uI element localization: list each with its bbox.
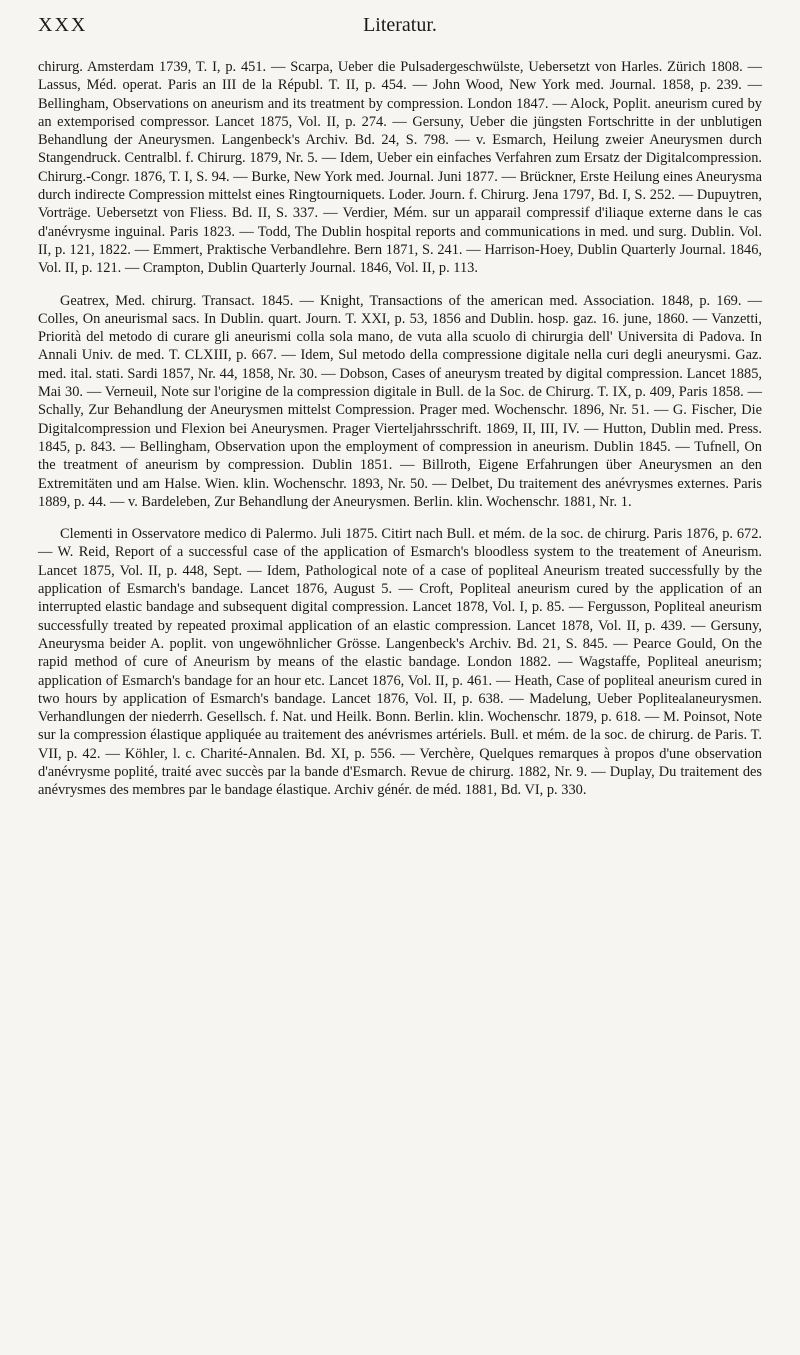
- reference-block-3: [38, 525, 762, 799]
- reference-paragraph: Geatrex, Med. chirurg. Transact. 1845. — Knight, Transactions of the american med. Association. 1848, p. 169. — Colles, On aneurismal sacs. In Dublin. quart. Journ. T. XXI, p. 53, 1856 and Dublin. hosp. gaz. 16. june, 1860. — Vanzetti, Priorità del metodo di curare gli aneurismi colla sola mano, de vuta alla scuolo di chirurgia dell' Universita di Padova. In Annali Univ. de med. T. CLXIII, p. 667. — Idem, Sul metodo della compressione digitale nella curi degli aneurysmi. Gaz. med. ital. stati. Sardi 1857, Nr. 44, 1858, Nr. 30. — Dobson, Cases of aneurysm treated by digital compression. Lancet 1885, Mai 30. — Verneuil, Note sur l'origine de la compression digitale in Bull. de la Soc. de Chirurg. T. IX, p. 409, Paris 1858. — Schally, Zur Behandlung der Aneurysmen mittelst Compression. Prager med. Wochenschr. 1896, Nr. 51. — G. Fischer, Die Digitalcompression und Flexion bei Aneurysmen. Prager Vierteljahrsschrift. 1869, II, III, IV. — Hutton, Dublin med. Press. 1845, p. 843. — Bellingham, Observation upon the employment of compression in aneurism. Dublin 1845. — Tufnell, On the treatment of aneurism by compression. Dublin 1851. — Billroth, Eigene Erfahrungen über Aneurysmen an den Extremitäten und am Halse. Wien. klin. Wochenschr. 1893, Nr. 50. — Delbet, Du traitement des anévrysmes externes. Paris 1889, p. 44. — v. Bardeleben, Zur Behandlung der Aneurysmen. Berlin. klin. Wochenschr. 1881, Nr. 1.: [38, 292, 762, 510]
- reference-block-2: [38, 292, 762, 512]
- running-title: Literatur.: [363, 14, 437, 36]
- page-header: [38, 10, 762, 58]
- reference-block-1: [38, 58, 762, 278]
- page-number: XXX: [38, 14, 88, 36]
- reference-paragraph: Clementi in Osservatore medico di Palermo. Juli 1875. Citirt nach Bull. et mém. de la soc. de chirurg. Paris 1876, p. 672. — W. Reid, Report of a successful case of the application of Esmarch's bloodless system to the treatement of Aneurism. Lancet 1875, Vol. II, p. 448, Sept. — Idem, Pathological note of a case of popliteal Aneurism treated successfully by the application of Esmarch's bandage. Lancet 1876, August 5. — Croft, Popliteal aneurism cured by the application of an interrupted elastic bandage and subsequent digital compression. Lancet 1878, Vol. I, p. 85. — Fergusson, Popliteal aneurism successfully treated by repeated proximal application of an elastic compression. Lancet 1878, Vol. II, p. 439. — Gersuny, Aneurysma beider A. poplit. von ungewöhnlicher Grösse. Langenbeck's Archiv. Bd. 21, S. 845. — Pearce Gould, On the rapid method of cure of Aneurism by means of the elastic bandage. London 1882. — Wagstaffe, Popliteal aneurism; application of Esmarch's bandage for an hour etc. Lancet 1876, Vol. II, p. 461. — Heath, Case of popliteal aneurism cured in two hours by application of Esmarch's bandage. Lancet 1876, Vol. II, p. 638. — Madelung, Ueber Poplitealaneurysmen. Verhandlungen der niederrh. Gesellsch. f. Nat. und Heilk. Bonn. Berlin. klin. Wochenschr. 1879, p. 618. — M. Poinsot, Note sur la compression élastique appliquée au traitement des anévrismes artériels. Bull. et mém. de la soc. de chirurg. de Paris. T. VII, p. 42. — Köhler, l. c. Charité-Annalen. Bd. XI, p. 556. — Verchère, Quelques remarques à propos d'une observation d'anévrysme poplité, traité avec succès par la bande d'Esmarch. Revue de chirurg. 1882, Nr. 9. — Duplay, Du traitement des anévrysmes des membres par le bandage élastique. Archiv génér. de méd. 1881, Bd. VI, p. 330.: [38, 526, 762, 799]
- reference-paragraph: chirurg. Amsterdam 1739, T. I, p. 451. — Scarpa, Ueber die Pulsadergeschwülste, Uebersetzt von Harles. Zürich 1808. — Lassus, Méd. operat. Paris an III de la Républ. T. II, p. 454. — John Wood, New York med. Journal. 1858, p. 239. — Bellingham, Observations on aneurism and its treatment by compression. London 1847. — Alock, Poplit. aneurism cured by an extemporised compressor. Lancet 1875, Vol. II, p. 274. — Gersuny, Ueber die jüngsten Fortschritte in der unblutigen Behandlung der Aneurysmen. Langenbeck's Archiv. Bd. 24, S. 798. — v. Esmarch, Heilung zweier Aneurysmen durch Stangendruck. Centralbl. f. Chirurg. 1879, Nr. 5. — Idem, Ueber ein einfaches Verfahren zum Ersatz der Digitalcompression. Chirurg.-Congr. 1876, T. I, S. 94. — Burke, New York med. Journal. Juni 1877. — Brückner, Erste Heilung eines Aneurysma durch indirecte Compression mittelst eines Ringtourniquets. Loder. Journ. f. Chirurg. Jena 1797, Bd. I, S. 252. — Dupuytren, Vorträge. Uebersetzt von Fliess. Bd. II, S. 337. — Verdier, Mém. sur un apparail compressif d'iliaque externe dans le cas d'anévrysme inguinal. Paris 1823. — Todd, The Dublin hospital reports and communications in med. und surg. Dublin. Vol. II, p. 121, 1822. — Emmert, Praktische Verbandlehre. Bern 1871, S. 241. — Harrison-Hoey, Dublin Quarterly Journal. 1846, Vol. II, p. 121. — Crampton, Dublin Quarterly Journal. 1846, Vol. II, p. 113.: [38, 59, 762, 277]
